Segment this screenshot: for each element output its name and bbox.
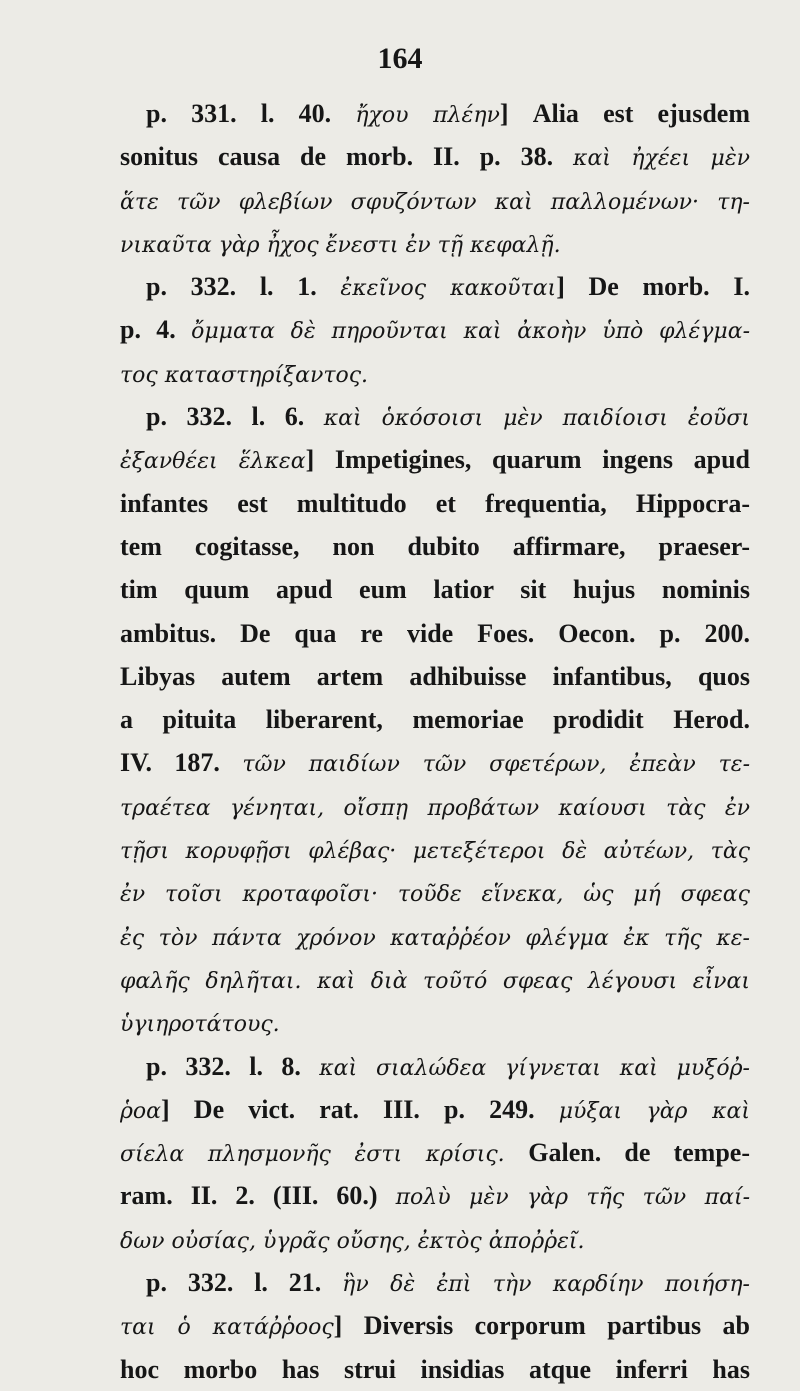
text-line xyxy=(120,612,750,655)
text-line xyxy=(120,871,750,914)
greek-text: ῥοα xyxy=(120,1098,162,1124)
greek-text: ἐν τοῖσι κροταφοῖσι· τοῦδε εἵνεκα, ὡς μή σφεας xyxy=(120,882,750,908)
latin-text: ] De vict. rat. III. p. 249. xyxy=(161,1094,559,1124)
latin-text: tem cogitasse, non dubito affirmare, praeser- xyxy=(120,531,750,561)
greek-text: τραέτεα γένηται, οἴσπῃ προβάτων καίουσι τὰς ἐν xyxy=(120,795,750,821)
text-line xyxy=(120,222,750,265)
text-line xyxy=(120,352,750,395)
greek-text: ἤχου πλέην xyxy=(355,103,500,128)
greek-text: ὑγιηροτάτους. xyxy=(120,1012,280,1038)
latin-text: infantes est multitudo et frequentia, Hippocra- xyxy=(120,488,750,518)
greek-text: ται ὁ κατάῤῥοος xyxy=(120,1315,334,1341)
text-line xyxy=(120,1001,750,1044)
greek-text: καὶ σιαλώδεα γίγνεται καὶ μυξόῤ- xyxy=(319,1055,750,1081)
latin-text: p. 332. l. 8. xyxy=(146,1051,320,1081)
greek-text: νικαῦτα γὰρ ἦχος ἔνεστι ἐν τῇ κεφαλῇ. xyxy=(120,232,561,258)
greek-text: ἅτε τῶν φλεβίων σφυζόντων καὶ παλλομένων· τη- xyxy=(120,189,750,215)
text-line xyxy=(120,1348,750,1391)
text-line xyxy=(120,1261,750,1304)
text-line xyxy=(120,1131,750,1174)
greek-text: καὶ ὁκόσοισι μὲν παιδίοισι ἐοῦσι xyxy=(323,406,750,432)
text-line xyxy=(120,265,750,308)
text-line xyxy=(120,1088,750,1131)
text-line xyxy=(120,438,750,481)
latin-text: ] Impetigines, quarum ingens apud xyxy=(305,445,750,475)
latin-text: ] Alia est ejusdem xyxy=(499,99,750,128)
latin-text: p. 332. l. 1. xyxy=(146,272,341,302)
latin-text: a pituita liberarent, memoriae prodidit Herod. xyxy=(120,705,750,735)
greek-text: σίελα πλησμονῆς ἐστι κρίσις. xyxy=(120,1142,529,1168)
text-line xyxy=(120,135,750,178)
latin-text: Libyas autem artem adhibuisse infantibus, quos xyxy=(120,661,750,691)
latin-text: IV. 187. xyxy=(120,748,243,778)
greek-text: φαλῆς δηλῆται. καὶ διὰ τοῦτό σφεας λέγουσι εἶναι xyxy=(120,968,750,994)
latin-text: tim quum apud eum latior sit hujus nominis xyxy=(120,575,750,605)
text-line xyxy=(120,92,750,135)
text-line xyxy=(120,525,750,568)
greek-text: καὶ ἠχέει μὲν xyxy=(573,146,750,172)
text-body xyxy=(120,92,750,1391)
greek-text: ἐς τὸν πάντα χρόνον καταῤῥέον φλέγμα ἐκ τῆς κε- xyxy=(120,925,750,951)
text-line xyxy=(120,395,750,438)
text-line xyxy=(120,958,750,1001)
text-line xyxy=(120,1045,750,1088)
text-line xyxy=(120,179,750,222)
latin-text: p. 332. l. 21. xyxy=(146,1268,343,1298)
text-line xyxy=(120,1174,750,1217)
greek-text: ἐκεῖνος κακοῦται xyxy=(340,276,557,302)
latin-text: Galen. de tempe- xyxy=(528,1138,750,1168)
greek-text: ἐξανθέει ἕλκεα xyxy=(120,449,306,475)
greek-text: τῇσι κορυφῇσι φλέβας· μετεξέτεροι δὲ αὐτέων, τὰς xyxy=(120,839,750,865)
latin-text: p. 332. l. 6. xyxy=(146,402,324,432)
latin-text: hoc morbo has strui insidias atque inferri has xyxy=(120,1354,750,1384)
text-line xyxy=(120,1304,750,1347)
text-line xyxy=(120,568,750,611)
greek-text: ὄμματα δὲ πηροῦνται καὶ ἀκοὴν ὑπὸ φλέγμα- xyxy=(191,319,750,345)
greek-text: τος καταστηρίξαντος. xyxy=(120,362,369,388)
text-line xyxy=(120,698,750,741)
greek-text: ἣν δὲ ἐπὶ τὴν καρδίην ποιήση- xyxy=(342,1272,750,1298)
text-line xyxy=(120,915,750,958)
latin-text: ] Diversis corporum partibus ab xyxy=(333,1311,750,1341)
latin-text: ambitus. De qua re vide Foes. Oecon. p. 200. xyxy=(120,618,750,648)
latin-text: sonitus causa de morb. II. p. 38. xyxy=(120,142,574,172)
latin-text: p. 4. xyxy=(120,315,192,345)
text-line xyxy=(120,655,750,698)
text-line xyxy=(120,741,750,784)
latin-text: ram. II. 2. (III. 60.) xyxy=(120,1181,396,1211)
greek-text: μύξαι γὰρ καὶ xyxy=(558,1098,750,1124)
text-line xyxy=(120,1218,750,1261)
text-line xyxy=(120,482,750,525)
greek-text: πολὺ μὲν γὰρ τῆς τῶν παί- xyxy=(395,1185,750,1211)
text-line xyxy=(120,308,750,351)
page-number: 164 xyxy=(377,42,423,75)
greek-text: τῶν παιδίων τῶν σφετέρων, ἐπεὰν τε- xyxy=(242,752,750,778)
latin-text: p. 331. l. 40. xyxy=(146,99,356,128)
greek-text: δων οὐσίας, ὑγρᾶς οὔσης, ἐκτὸς ἀποῤῥεῖ. xyxy=(120,1228,585,1254)
latin-text: ] De morb. I. xyxy=(556,272,750,302)
text-line xyxy=(120,828,750,871)
text-line xyxy=(120,785,750,828)
